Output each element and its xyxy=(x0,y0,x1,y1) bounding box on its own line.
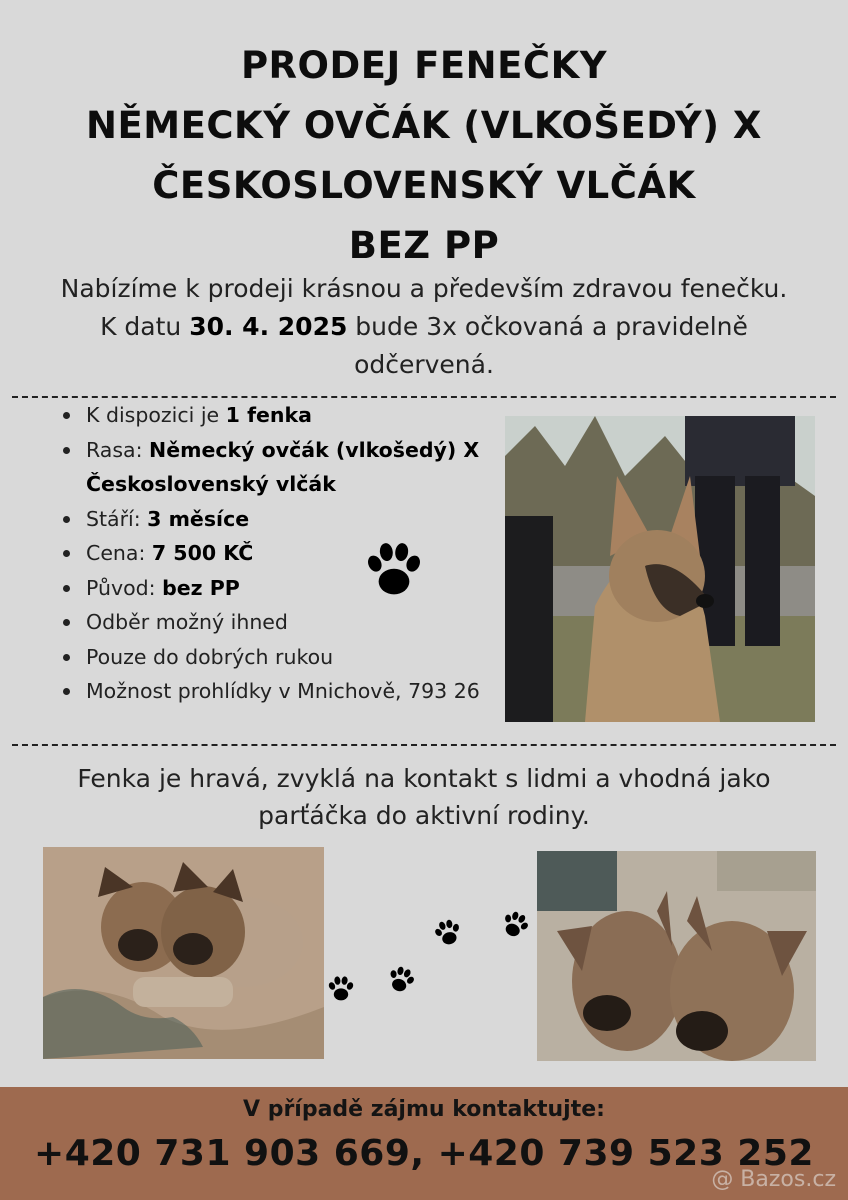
paw-icon xyxy=(386,964,416,996)
list-item xyxy=(60,640,500,675)
detail-label: K dispozici je xyxy=(86,403,226,427)
list-item xyxy=(60,571,500,606)
title-line-3: ČESKOSLOVENSKÝ VLČÁK xyxy=(152,164,696,207)
watermark: @ Bazos.cz xyxy=(711,1167,836,1192)
title-line-2: NĚMECKÝ OVČÁK (VLKOŠEDÝ) X xyxy=(86,104,762,147)
title-line-1: PRODEJ FENEČKY xyxy=(240,44,608,87)
detail-label: Pouze do dobrých rukou xyxy=(86,644,334,669)
details-list xyxy=(60,398,500,709)
page-title xyxy=(0,36,848,276)
detail-label: Stáří: xyxy=(86,506,148,531)
list-item xyxy=(60,433,500,502)
detail-label: Odběr možný ihned xyxy=(86,610,288,634)
detail-label: Cena: xyxy=(86,541,152,565)
contact-phones: +420 731 903 669, +420 739 523 252 xyxy=(34,1133,814,1174)
detail-value: 1 fenka xyxy=(225,403,312,427)
outro-text: Fenka je hravá, zvyklá na kontakt s lidmi a vhodná jako parťáčka do aktivní rodiny. xyxy=(77,764,771,830)
contact-label: V případě zájmu kontaktujte: xyxy=(243,1097,605,1122)
detail-label: Původ: xyxy=(86,575,163,600)
intro-part-2: bude 3x očkovaná a pravidelně odčervená. xyxy=(347,312,748,379)
intro-part-1: Nabízíme k prodeji krásnou a především zdravou fenečku. K datu xyxy=(60,274,788,341)
puppies-photo-right xyxy=(537,851,816,1061)
paw-icon xyxy=(500,909,530,941)
intro-date: 30. 4. 2025 xyxy=(189,312,348,341)
detail-value: 3 měsíce xyxy=(147,506,250,531)
intro-text xyxy=(60,270,788,384)
list-item xyxy=(60,536,500,571)
paw-icon xyxy=(433,917,463,949)
detail-label: Rasa: xyxy=(86,437,150,462)
paw-icon xyxy=(326,973,356,1005)
list-item xyxy=(60,674,500,709)
detail-value: 7 500 KČ xyxy=(151,541,254,565)
list-item xyxy=(60,398,500,433)
divider-bottom xyxy=(12,744,836,746)
list-item xyxy=(60,502,500,537)
detail-value: Německý ovčák (vlkošedý) X Československý vlčák xyxy=(86,437,480,496)
puppy-photo-main xyxy=(505,416,815,722)
paw-icon xyxy=(362,536,426,604)
detail-value: bez PP xyxy=(162,575,240,600)
detail-label: Možnost prohlídky v Mnichově, 793 26 xyxy=(86,679,480,703)
puppies-photo-left xyxy=(43,847,324,1059)
list-item xyxy=(60,605,500,640)
contact-footer xyxy=(0,1087,848,1200)
title-line-4: BEZ PP xyxy=(348,224,500,267)
